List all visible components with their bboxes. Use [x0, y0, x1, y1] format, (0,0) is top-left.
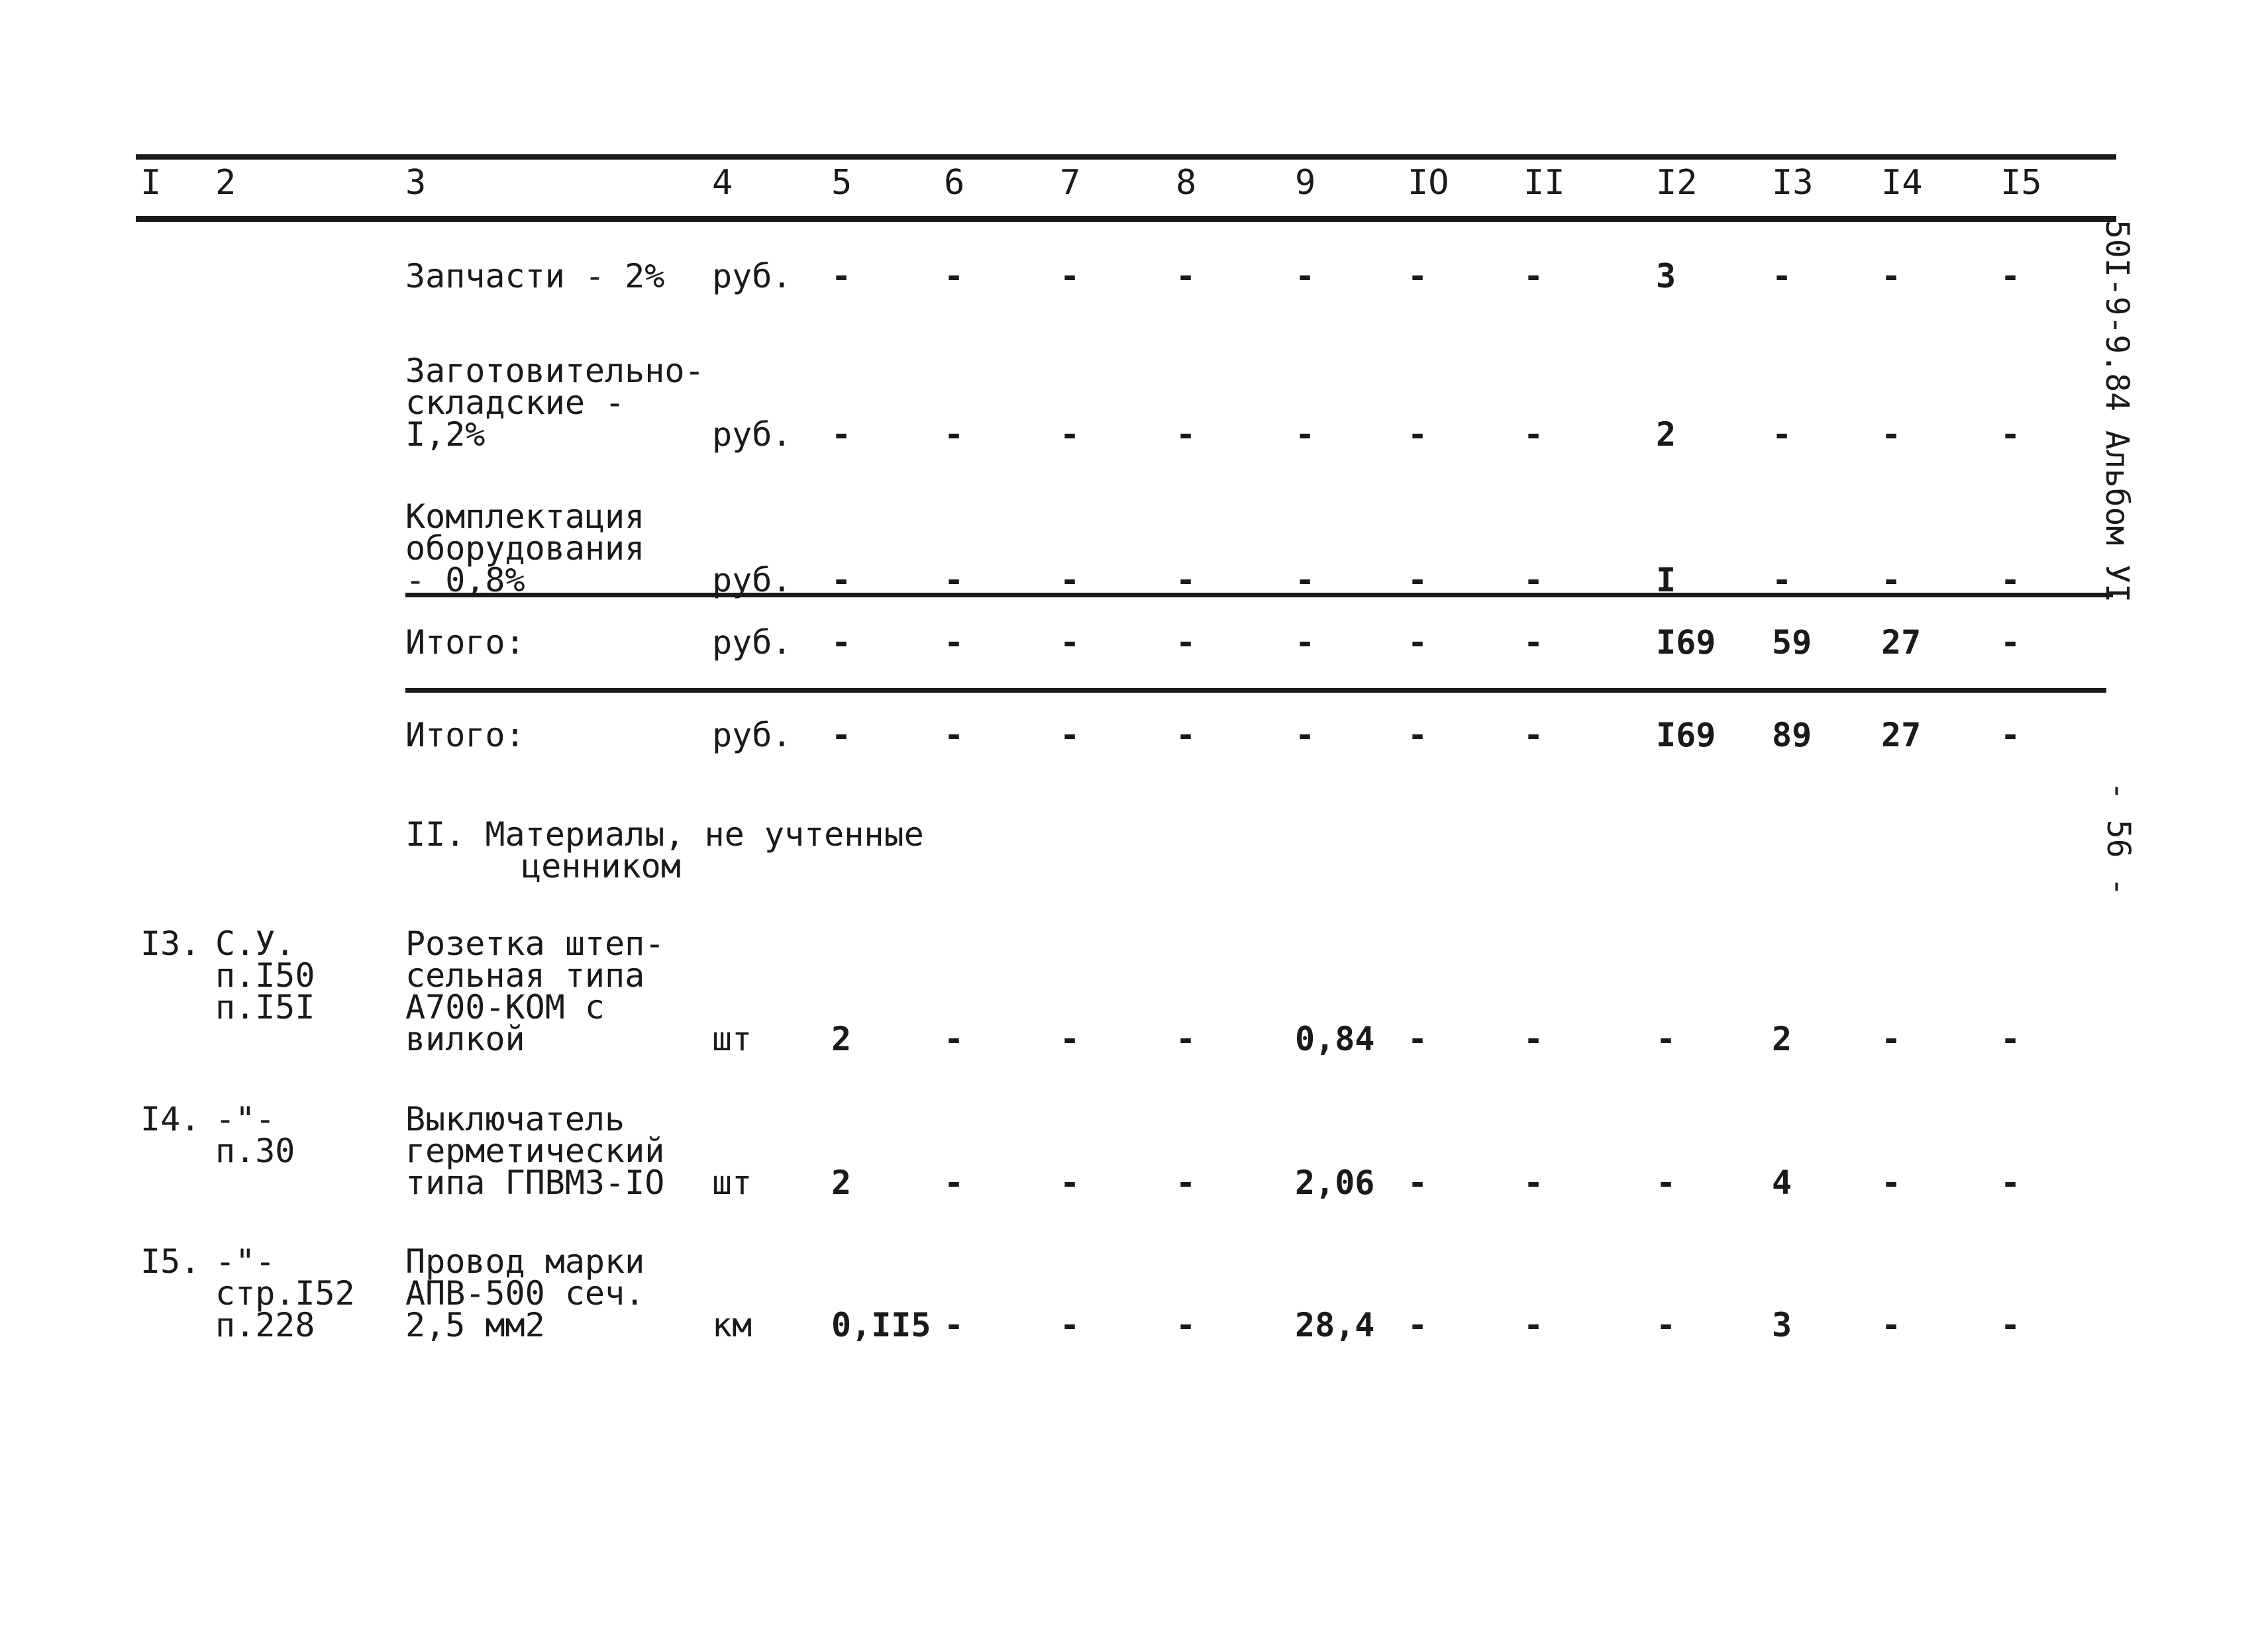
item-name-line: I,2%	[405, 415, 486, 454]
value-cell-5: -	[831, 623, 852, 662]
reference-line: п.30	[215, 1132, 295, 1170]
column-header-9: 9	[1295, 163, 1316, 203]
column-header-13: I3	[1772, 163, 1814, 203]
reference-line: п.I5I	[215, 988, 315, 1026]
value-cell-11: -	[1523, 1306, 1544, 1344]
value-cell-11: -	[1523, 1020, 1544, 1058]
value-cell-10: -	[1408, 415, 1428, 454]
value-cell-12: I	[1656, 561, 1676, 599]
column-header-1: I	[140, 163, 162, 203]
value-cell-15: -	[2000, 561, 2021, 599]
value-cell-12: 2	[1656, 415, 1676, 454]
unit-cell: руб.	[712, 716, 792, 754]
value-cell-8: -	[1176, 1020, 1196, 1058]
value-cell-13: 59	[1772, 623, 1812, 662]
value-cell-14: -	[1881, 561, 1902, 599]
value-cell-15: -	[2000, 257, 2021, 295]
value-cell-6: -	[944, 1306, 964, 1344]
value-cell-13: -	[1772, 257, 1792, 295]
item-name-line: герметический	[405, 1132, 665, 1170]
value-cell-15: -	[2000, 415, 2021, 454]
value-cell-10: -	[1408, 1020, 1428, 1058]
value-cell-11: -	[1523, 415, 1544, 454]
value-cell-9: 2,06	[1295, 1164, 1375, 1202]
reference-line: С.У.	[215, 924, 295, 963]
value-cell-7: -	[1060, 1020, 1080, 1058]
value-cell-13: 3	[1772, 1306, 1792, 1344]
value-cell-9: -	[1295, 716, 1315, 754]
value-cell-5: 2	[831, 1020, 852, 1058]
value-cell-9: 0,84	[1295, 1020, 1375, 1058]
item-name-line: Провод марки	[405, 1242, 645, 1281]
value-cell-7: -	[1060, 623, 1080, 662]
reference-line: стр.I52	[215, 1274, 355, 1313]
column-header-3: 3	[405, 163, 427, 203]
value-cell-14: -	[1881, 1020, 1902, 1058]
item-name-line: - 0,8%	[405, 561, 525, 599]
value-cell-12: I69	[1656, 623, 1716, 662]
value-cell-11: -	[1523, 716, 1544, 754]
value-cell-10: -	[1408, 716, 1428, 754]
item-name-line: типа ГПВМЗ-IO	[405, 1164, 665, 1202]
reference-line: -"-	[215, 1242, 276, 1281]
value-cell-8: -	[1176, 415, 1196, 454]
column-header-12: I2	[1656, 163, 1698, 203]
value-cell-9: -	[1295, 561, 1315, 599]
value-cell-8: -	[1176, 561, 1196, 599]
row-number: I5.	[140, 1242, 201, 1281]
header-bottom-rule	[136, 216, 2116, 222]
value-cell-7: -	[1060, 561, 1080, 599]
top-rule	[136, 154, 2116, 160]
value-cell-5: 0,II5	[831, 1306, 931, 1344]
item-name-line: Итого:	[405, 623, 525, 662]
item-name-line: А700-КОМ с	[405, 988, 605, 1026]
value-cell-15: -	[2000, 623, 2021, 662]
value-cell-8: -	[1176, 257, 1196, 295]
reference-line: -"-	[215, 1100, 276, 1138]
value-cell-15: -	[2000, 1306, 2021, 1344]
subtotal-rule-2	[405, 688, 2106, 693]
value-cell-6: -	[944, 1164, 964, 1202]
value-cell-5: -	[831, 415, 852, 454]
value-cell-15: -	[2000, 1164, 2021, 1202]
value-cell-7: -	[1060, 716, 1080, 754]
value-cell-8: -	[1176, 623, 1196, 662]
value-cell-14: -	[1881, 1164, 1902, 1202]
value-cell-11: -	[1523, 1164, 1544, 1202]
value-cell-13: 89	[1772, 716, 1812, 754]
item-name-line: сельная типа	[405, 956, 645, 995]
column-header-6: 6	[944, 163, 965, 203]
item-name-line: Запчасти - 2%	[405, 257, 665, 295]
value-cell-5: 2	[831, 1164, 852, 1202]
row-number: I4.	[140, 1100, 201, 1138]
unit-cell: руб.	[712, 561, 792, 599]
item-name-line: Выключатель	[405, 1100, 625, 1138]
page-number: - 56 -	[2100, 781, 2137, 897]
value-cell-12: I69	[1656, 716, 1716, 754]
column-header-10: IO	[1408, 163, 1449, 203]
value-cell-6: -	[944, 716, 964, 754]
value-cell-12: 3	[1656, 257, 1676, 295]
value-cell-8: -	[1176, 1306, 1196, 1344]
item-name-line: вилкой	[405, 1020, 525, 1058]
value-cell-5: -	[831, 257, 852, 295]
item-name-line: ценником	[521, 847, 681, 885]
unit-cell: руб.	[712, 257, 792, 295]
column-header-7: 7	[1060, 163, 1081, 203]
value-cell-13: -	[1772, 415, 1792, 454]
value-cell-7: -	[1060, 1306, 1080, 1344]
side-code: 50I-9-9.84 Альбом УI	[2098, 220, 2136, 603]
unit-cell: км	[712, 1306, 752, 1344]
value-cell-13: 2	[1772, 1020, 1792, 1058]
value-cell-11: -	[1523, 561, 1544, 599]
item-name-line: Комплектация	[405, 497, 645, 536]
value-cell-8: -	[1176, 716, 1196, 754]
column-header-2: 2	[215, 163, 236, 203]
column-header-4: 4	[712, 163, 733, 203]
value-cell-9: -	[1295, 623, 1315, 662]
value-cell-12: -	[1656, 1020, 1676, 1058]
value-cell-14: -	[1881, 415, 1902, 454]
column-header-8: 8	[1176, 163, 1197, 203]
column-header-5: 5	[831, 163, 852, 203]
value-cell-8: -	[1176, 1164, 1196, 1202]
value-cell-10: -	[1408, 561, 1428, 599]
item-name-line: Розетка штеп-	[405, 924, 665, 963]
value-cell-14: -	[1881, 257, 1902, 295]
value-cell-6: -	[944, 561, 964, 599]
unit-cell: руб.	[712, 415, 792, 454]
value-cell-14: -	[1881, 1306, 1902, 1344]
item-name-line: Итого:	[405, 716, 525, 754]
value-cell-11: -	[1523, 257, 1544, 295]
item-name-line: АПВ-500 сеч.	[405, 1274, 645, 1313]
item-name-line: Заготовительно-	[405, 352, 705, 390]
value-cell-5: -	[831, 716, 852, 754]
reference-line: п.228	[215, 1306, 315, 1344]
value-cell-11: -	[1523, 623, 1544, 662]
value-cell-14: 27	[1881, 623, 1922, 662]
value-cell-9: 28,4	[1295, 1306, 1375, 1344]
value-cell-12: -	[1656, 1164, 1676, 1202]
value-cell-10: -	[1408, 257, 1428, 295]
value-cell-9: -	[1295, 415, 1315, 454]
item-name-line: оборудования	[405, 529, 645, 568]
value-cell-7: -	[1060, 415, 1080, 454]
column-header-14: I4	[1881, 163, 1923, 203]
value-cell-9: -	[1295, 257, 1315, 295]
value-cell-13: 4	[1772, 1164, 1792, 1202]
item-name-line: 2,5 мм2	[405, 1306, 545, 1344]
value-cell-6: -	[944, 257, 964, 295]
value-cell-7: -	[1060, 1164, 1080, 1202]
unit-cell: руб.	[712, 623, 792, 662]
subtotal-rule-1	[405, 593, 2113, 597]
value-cell-12: -	[1656, 1306, 1676, 1344]
value-cell-15: -	[2000, 716, 2021, 754]
column-header-11: II	[1523, 163, 1565, 203]
unit-cell: шт	[712, 1020, 752, 1058]
value-cell-13: -	[1772, 561, 1792, 599]
value-cell-7: -	[1060, 257, 1080, 295]
value-cell-5: -	[831, 561, 852, 599]
value-cell-6: -	[944, 1020, 964, 1058]
item-name-line: II. Материалы, не учтенные	[405, 815, 924, 854]
row-number: I3.	[140, 924, 201, 963]
unit-cell: шт	[712, 1164, 752, 1202]
item-name-line: складские -	[405, 383, 625, 422]
value-cell-6: -	[944, 415, 964, 454]
value-cell-10: -	[1408, 623, 1428, 662]
value-cell-14: 27	[1881, 716, 1922, 754]
value-cell-15: -	[2000, 1020, 2021, 1058]
value-cell-10: -	[1408, 1164, 1428, 1202]
reference-line: п.I50	[215, 956, 315, 995]
value-cell-10: -	[1408, 1306, 1428, 1344]
column-header-15: I5	[2000, 163, 2042, 203]
value-cell-6: -	[944, 623, 964, 662]
